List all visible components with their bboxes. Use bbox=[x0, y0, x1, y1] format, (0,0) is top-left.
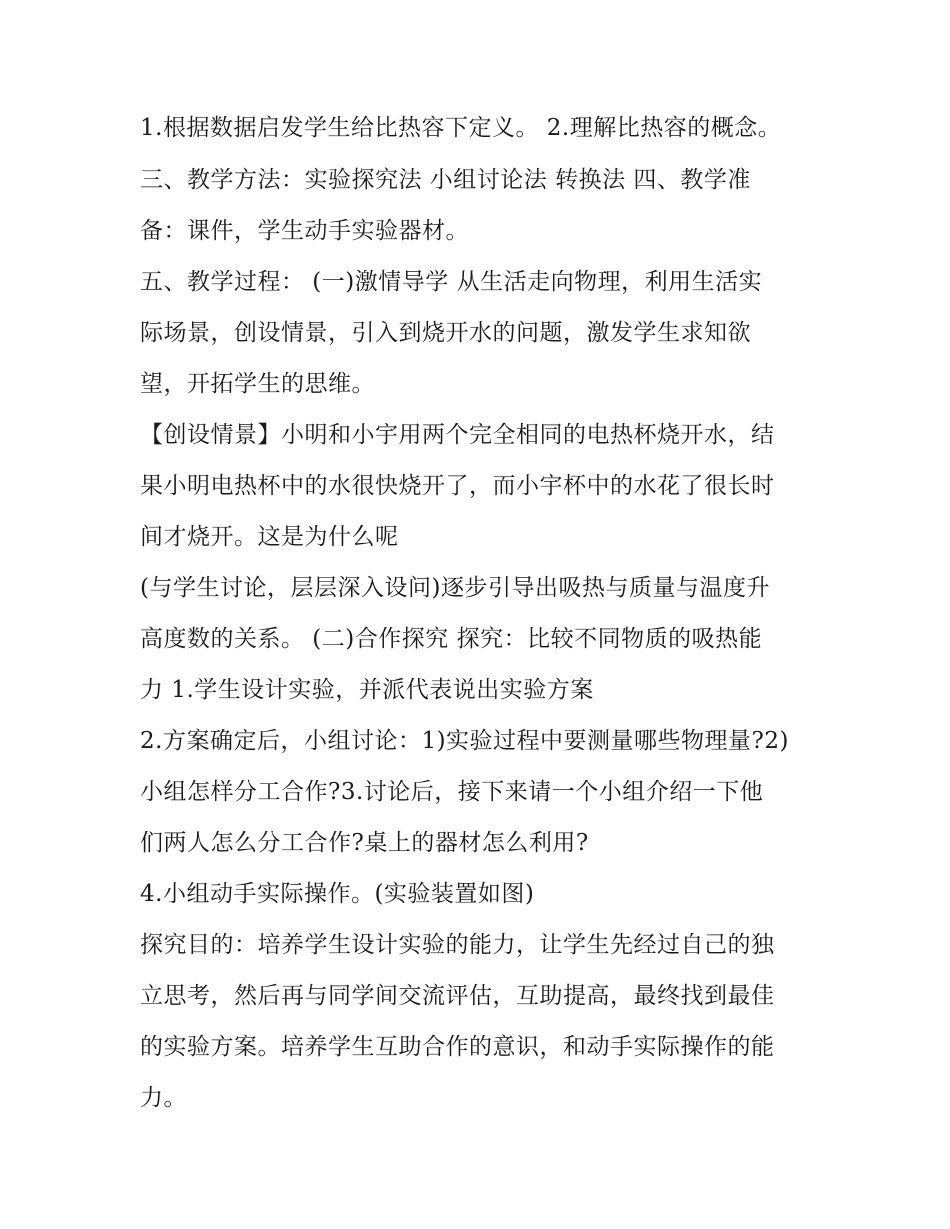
text-line-20: 力。 bbox=[140, 1085, 187, 1111]
text-line-14: 小组怎样分工合作?3.讨论后，接下来请一个小组介绍一下他 bbox=[140, 779, 764, 805]
text-line-10: (与学生讨论，层层深入设问)逐步引导出吸热与质量与温度升 bbox=[140, 575, 770, 601]
text-line-08: 果小明电热杯中的水很快烧开了，而小宇杯中的水花了很长时 bbox=[140, 473, 775, 499]
text-line-19: 的实验方案。培养学生互助合作的意识，和动手实际操作的能 bbox=[140, 1034, 775, 1060]
text-line-05: 际场景，创设情景，引入到烧开水的问题，激发学生求知欲 bbox=[140, 320, 751, 346]
text-line-03: 备：课件，学生动手实验器材。 bbox=[140, 218, 469, 244]
text-line-13: 2.方案确定后，小组讨论：1)实验过程中要测量哪些物理量?2) bbox=[140, 728, 789, 754]
text-line-18: 立思考，然后再与同学间交流评估，互助提高，最终找到最佳 bbox=[140, 983, 775, 1009]
text-line-01: 1.根据数据启发学生给比热容下定义。 2.理解比热容的概念。 bbox=[140, 115, 782, 141]
text-line-12: 力 1.学生设计实验，并派代表说出实验方案 bbox=[140, 677, 594, 703]
text-line-04: 五、教学过程： (一)激情导学 从生活走向物理，利用生活实 bbox=[140, 269, 763, 295]
text-line-07: 【创设情景】小明和小宇用两个完全相同的电热杯烧开水，结 bbox=[140, 422, 775, 448]
text-line-17: 探究目的：培养学生设计实验的能力，让学生先经过自己的独 bbox=[140, 932, 775, 958]
text-line-11: 高度数的关系。 (二)合作探究 探究：比较不同物质的吸热能 bbox=[140, 626, 763, 652]
text-line-16: 4.小组动手实际操作。(实验装置如图) bbox=[140, 881, 535, 907]
text-line-09: 间才烧开。这是为什么呢 bbox=[140, 524, 399, 550]
text-line-02: 三、教学方法：实验探究法 小组讨论法 转换法 四、教学准 bbox=[140, 167, 751, 193]
text-line-15: 们两人怎么分工合作?桌上的器材怎么利用? bbox=[140, 830, 589, 856]
text-line-06: 望，开拓学生的思维。 bbox=[140, 371, 375, 397]
